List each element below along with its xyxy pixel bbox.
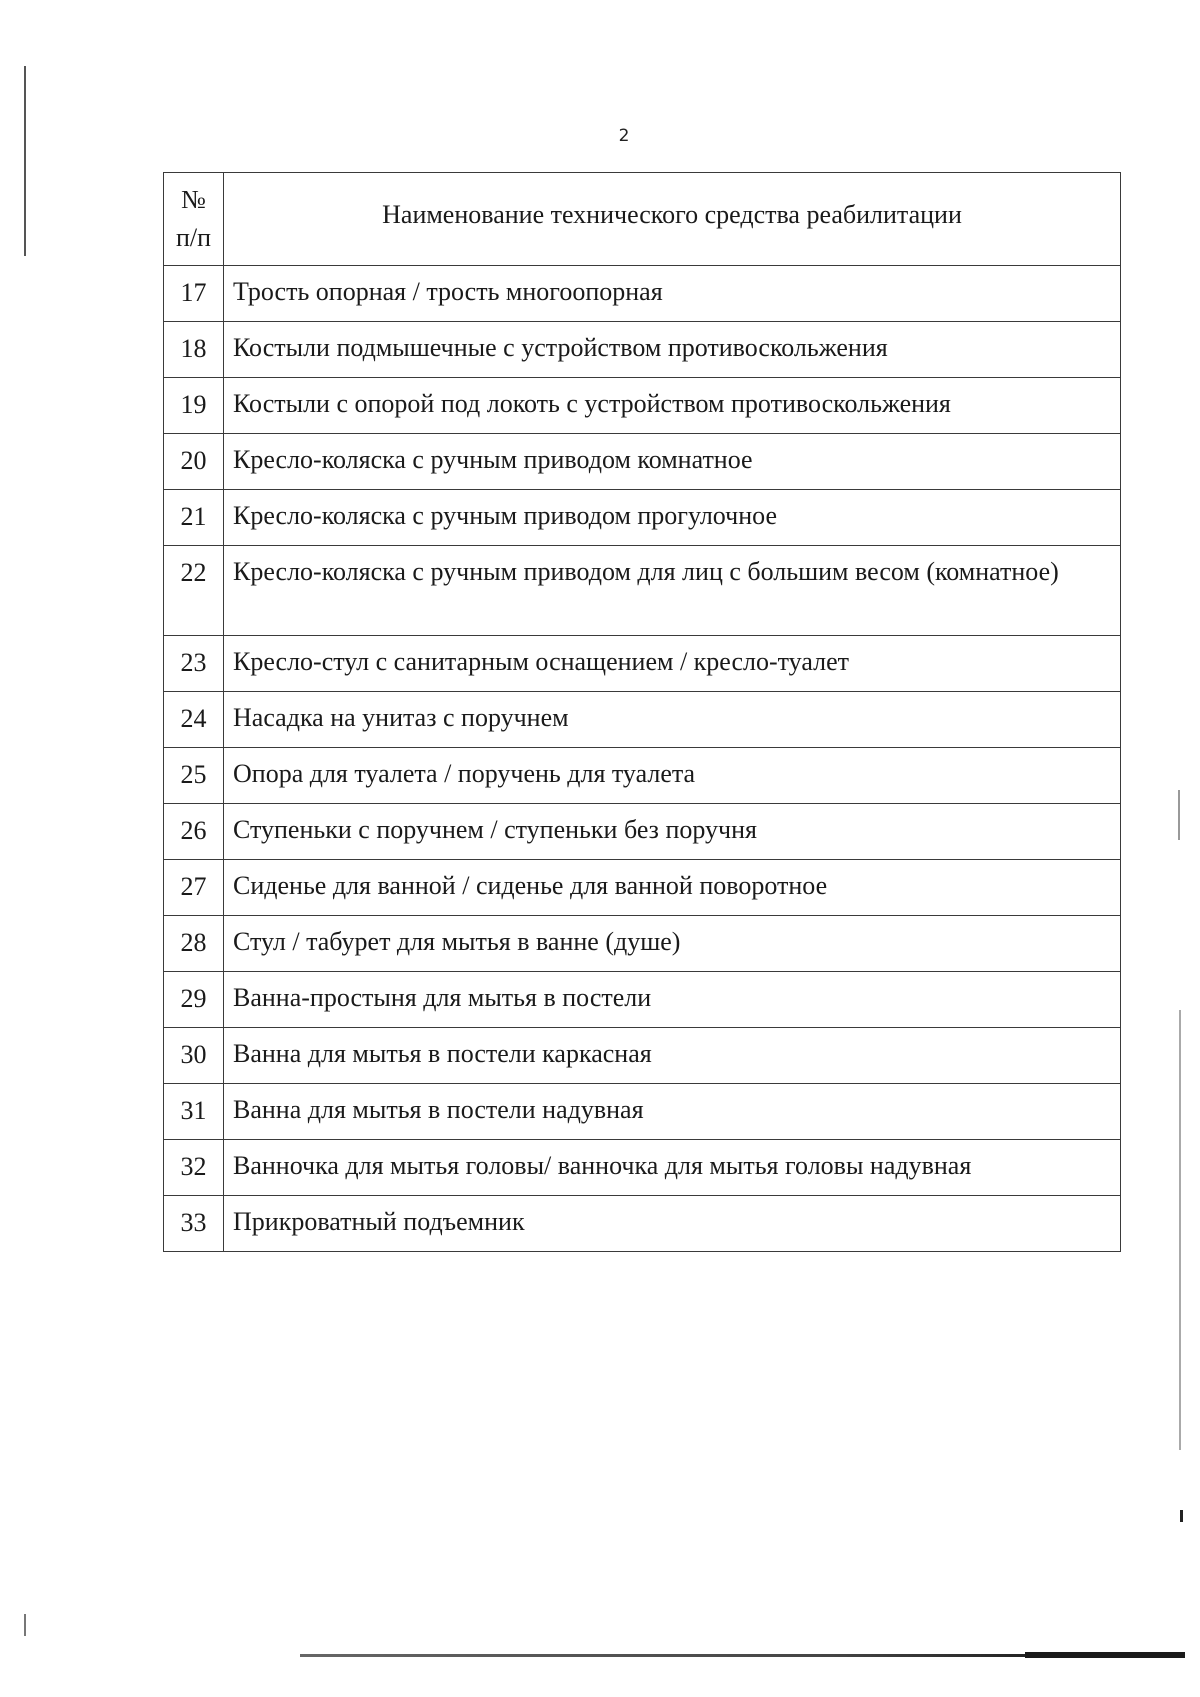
- column-header-name: Наименование технического средства реабилитации: [224, 173, 1121, 266]
- row-number: 22: [164, 546, 224, 636]
- table-header-row: [164, 173, 1121, 266]
- row-number: 21: [164, 490, 224, 546]
- bottom-scan-line: [300, 1654, 1185, 1657]
- table-row: [164, 860, 1121, 916]
- row-name: Ванночка для мытья головы/ ванночка для мытья головы надувная: [224, 1140, 1121, 1196]
- table-row: [164, 546, 1121, 636]
- page-number: 2: [618, 126, 630, 146]
- scan-edge-mark-right-2: [1179, 1010, 1181, 1450]
- table-row: [164, 1084, 1121, 1140]
- rehabilitation-aids-table: [163, 172, 1121, 1252]
- row-name: Стул / табурет для мытья в ванне (душе): [224, 916, 1121, 972]
- row-name: Ванна-простыня для мытья в постели: [224, 972, 1121, 1028]
- number-subtitle: п/п: [175, 223, 212, 252]
- table-row: [164, 490, 1121, 546]
- table-row: [164, 916, 1121, 972]
- row-number: 33: [164, 1196, 224, 1252]
- row-number: 30: [164, 1028, 224, 1084]
- table-row: [164, 636, 1121, 692]
- row-number: 19: [164, 378, 224, 434]
- table-row: [164, 266, 1121, 322]
- row-number: 24: [164, 692, 224, 748]
- row-name: Кресло-коляска с ручным приводом для лиц с большим весом (комнатное): [224, 546, 1121, 636]
- row-number: 17: [164, 266, 224, 322]
- row-name: Кресло-коляска с ручным приводом прогулочное: [224, 490, 1121, 546]
- row-number: 18: [164, 322, 224, 378]
- scan-edge-mark-left: [24, 66, 26, 256]
- row-name: Опора для туалета / поручень для туалета: [224, 748, 1121, 804]
- row-number: 28: [164, 916, 224, 972]
- scan-edge-mark-left-bottom: [24, 1614, 26, 1636]
- row-name: Кресло-коляска с ручным приводом комнатное: [224, 434, 1121, 490]
- row-name: Прикроватный подъемник: [224, 1196, 1121, 1252]
- row-name: Ступеньки с поручнем / ступеньки без поручня: [224, 804, 1121, 860]
- column-header-number: [164, 173, 224, 266]
- scan-edge-mark-right: [1178, 790, 1180, 840]
- row-name: Кресло-стул с санитарным оснащением / кресло-туалет: [224, 636, 1121, 692]
- table-row: [164, 1196, 1121, 1252]
- row-number: 32: [164, 1140, 224, 1196]
- row-name: Сиденье для ванной / сиденье для ванной поворотное: [224, 860, 1121, 916]
- table-row: [164, 434, 1121, 490]
- row-number: 29: [164, 972, 224, 1028]
- row-name: Костыли подмышечные с устройством противоскольжения: [224, 322, 1121, 378]
- row-name: Ванна для мытья в постели надувная: [224, 1084, 1121, 1140]
- row-number: 31: [164, 1084, 224, 1140]
- row-name: Трость опорная / трость многоопорная: [224, 266, 1121, 322]
- row-number: 26: [164, 804, 224, 860]
- row-number: 23: [164, 636, 224, 692]
- scan-edge-mark-right-3: [1180, 1510, 1183, 1522]
- row-name: Насадка на унитаз с поручнем: [224, 692, 1121, 748]
- table-row: [164, 378, 1121, 434]
- table-row: [164, 1140, 1121, 1196]
- table-row: [164, 322, 1121, 378]
- row-name: Костыли с опорой под локоть с устройством противоскольжения: [224, 378, 1121, 434]
- number-symbol: №: [181, 185, 206, 215]
- row-number: 20: [164, 434, 224, 490]
- row-name: Ванна для мытья в постели каркасная: [224, 1028, 1121, 1084]
- row-number: 27: [164, 860, 224, 916]
- table-row: [164, 804, 1121, 860]
- table-row: [164, 692, 1121, 748]
- row-number: 25: [164, 748, 224, 804]
- table-row: [164, 748, 1121, 804]
- table-row: [164, 972, 1121, 1028]
- table-row: [164, 1028, 1121, 1084]
